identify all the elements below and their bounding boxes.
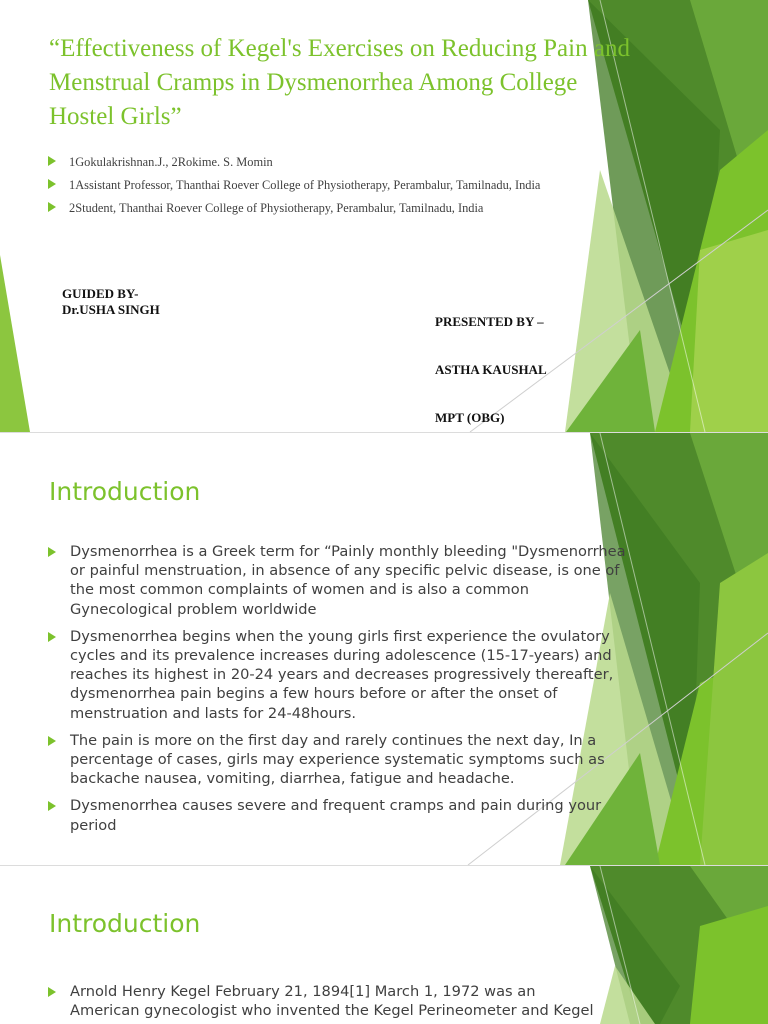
list-item: Dysmenorrhea is a Greek term for “Painly monthly bleeding "Dysmenorrhea or painful menstruation, in absence of any specific pelvic disease, is one of the most common complaints of women and is also a common Gynecological problem worldwide — [48, 542, 698, 619]
list-item: 1Gokulakrishnan.J., 2Rokime. S. Momin — [48, 153, 540, 176]
list-item: 1Assistant Professor, Thanthai Roever College of Physiotherapy, Perambalur, Tamilnadu, India — [48, 176, 540, 199]
list-item: The pain is more on the first day and rarely continues the next day, In a percentage of cases, girls may experience systematic symptoms such as backache nausea, vomiting, diarrhea, fatigue and headache. — [48, 731, 698, 789]
introduction-slide-continued — [0, 866, 768, 1024]
triangle-bullet-icon — [48, 736, 56, 746]
list-item: Dysmenorrhea causes severe and frequent cramps and pain during your period — [48, 796, 698, 834]
triangle-bullet-icon — [48, 801, 56, 811]
triangle-bullet-icon — [48, 547, 56, 557]
triangle-bullet-icon — [48, 202, 56, 212]
triangle-bullet-icon — [48, 156, 56, 166]
introduction-slide — [0, 433, 768, 865]
triangle-bullet-icon — [48, 632, 56, 642]
guided-by-block: GUIDED BY- Dr.USHA SINGH — [62, 286, 160, 317]
presentation-title: “Effectiveness of Kegel's Exercises on Reducing Pain and Menstrual Cramps in Dysmenorrhea Among College Hostel Girls” — [49, 35, 630, 130]
triangle-bullet-icon — [48, 987, 56, 997]
presented-by-block: PRESENTED BY – ASTHA KAUSHAL MPT (OBG) — [435, 314, 547, 425]
introduction-bullets — [48, 982, 698, 1024]
title-slide — [0, 0, 768, 432]
section-title: Introduction — [49, 477, 201, 506]
introduction-bullets — [48, 542, 698, 843]
triangle-bullet-icon — [48, 179, 56, 189]
list-item: 2Student, Thanthai Roever College of Physiotherapy, Perambalur, Tamilnadu, India — [48, 199, 540, 222]
author-list — [48, 153, 540, 222]
section-title: Introduction — [49, 909, 201, 938]
list-item: Dysmenorrhea begins when the young girls first experience the ovulatory cycles and its prevalence increases during adolescence (15-17-years) and reaches its highest in 20-24 years and decreases progressively thereafter, dysmenorrhea pain begins a few hours before or after the onset of menstruation and lasts for 24-48hours. — [48, 627, 698, 723]
list-item: Arnold Henry Kegel February 21, 1894[1] March 1, 1972 was an American gynecologist who invented the Kegel Perineometer and Kegel — [48, 982, 698, 1020]
